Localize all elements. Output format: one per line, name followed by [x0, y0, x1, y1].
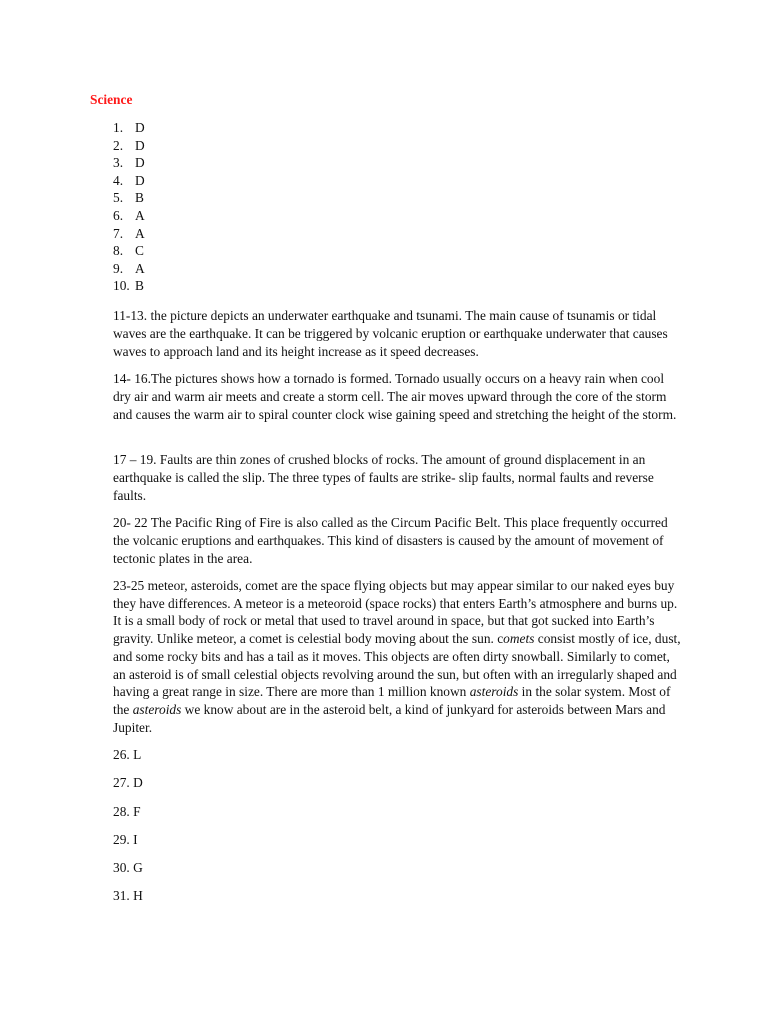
answer-item [113, 189, 145, 207]
short-answer: 30. G [113, 860, 143, 875]
short-answer: 26. L [113, 747, 142, 762]
answer-letter: A [135, 207, 145, 223]
answer-letter: D [135, 137, 145, 153]
answer-item [113, 242, 145, 260]
paragraph-text: in the solar system. Most of the [113, 684, 671, 717]
paragraph-tornado: 14- 16.The pictures shows how a tornado is formed. Tornado usually occurs on a heavy rain when cool dry air and warm air meets and create a storm cell. The air moves upward through the core of the storm and causes the warm air to spiral counter clock wise gaining speed and stretching the height of the storm. [113, 371, 677, 423]
emphasis-asteroids: asteroids [469, 684, 519, 700]
answer-letter: B [135, 278, 144, 294]
short-answer: 29. I [113, 832, 138, 847]
section-heading: Science [90, 92, 133, 107]
paragraph-ring-of-fire: 20- 22 The Pacific Ring of Fire is also called as the Circum Pacific Belt. This place frequently occurred the volcanic eruptions and earthquakes. This kind of disasters is caused by the amount of movement of tectonic plates in the area. [113, 515, 668, 567]
answer-item [113, 172, 145, 190]
short-answer: 31. H [113, 888, 143, 903]
emphasis-comets: omets [503, 631, 535, 647]
answer-letter: D [135, 120, 145, 135]
answer-number: 3. [113, 155, 124, 171]
answer-item [113, 154, 145, 172]
paragraph-text: we know about are in the asteroid belt, a kind of junkyard for asteroids between Mars and Jupiter. [113, 701, 666, 735]
answer-item [113, 137, 145, 155]
answer-number: 6. [113, 207, 124, 223]
paragraph-tsunami: 11-13. the picture depicts an underwater earthquake and tsunami. The main cause of tsunamis or tidal waves are the earthquake. It can be triggered by volcanic eruption or earthquake underwater that causes waves to approach land and its height increase as it speed decreases. [113, 308, 668, 360]
answer-letter: A [135, 260, 145, 276]
answer-item [113, 225, 145, 243]
answer-number: 1. [113, 120, 124, 135]
answer-number: 8. [113, 243, 124, 259]
paragraph-text: consist mostly of ice, dust, and some rocky bits and has a tail as it moves. This objects are often dirty snowball. Similarly to comet, an asteroid is of small celestial objects revolving around the sun, but often with an irregularly shaped and having a great range in size. There are more than 1 million known [113, 631, 681, 700]
short-answer: 27. D [113, 775, 143, 790]
answer-item [113, 260, 145, 278]
answer-number: 10. [113, 278, 130, 294]
answer-list [113, 119, 145, 295]
answer-number: 5. [113, 190, 124, 206]
answer-letter: D [135, 155, 145, 171]
answer-letter: C [135, 243, 144, 259]
answer-item [113, 119, 145, 137]
answer-letter: D [135, 172, 145, 188]
answer-item [113, 277, 145, 295]
answer-letter: B [135, 190, 144, 206]
paragraph-faults: 17 – 19. Faults are thin zones of crushed blocks of rocks. The amount of ground displacement in an earthquake is called the slip. The three types of faults are strike- slip faults, normal faults and reverse faults. [113, 452, 654, 504]
paragraph-text: 23-25 meteor, asteroids, comet are the space flying objects but may appear similar to our naked eyes buy they have differences. A meteor is a meteoroid (space rocks) that enters Earth’s atmosphere and burns up. It is a small body of rock or metal that used to travel around in space, but that got sucked into Earth’s gravity. Unlike meteor, a comet is celestial body moving about the sun. c [113, 578, 678, 647]
answer-number: 9. [113, 260, 124, 276]
short-answer: 28. F [113, 804, 141, 819]
emphasis-asteroids: asteroids [132, 701, 182, 717]
answer-letter: A [135, 225, 145, 241]
answer-item [113, 207, 145, 225]
answer-number: 4. [113, 172, 124, 188]
answer-number: 2. [113, 137, 124, 153]
paragraph-space-objects [113, 577, 683, 736]
answer-number: 7. [113, 225, 124, 241]
